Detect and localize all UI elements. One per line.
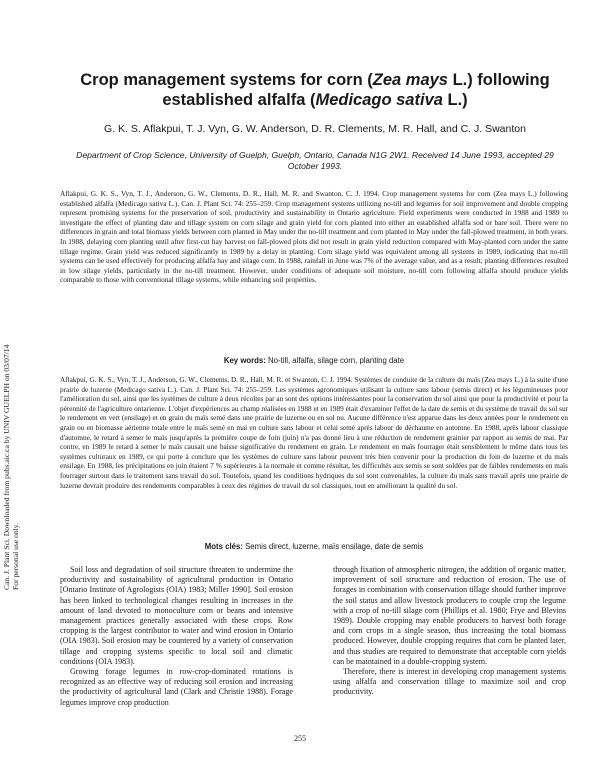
keywords-label: Key words: — [223, 356, 266, 365]
mots-cles-label: Mots clés: — [204, 542, 243, 551]
body-column-left — [60, 565, 293, 708]
mots-cles-text: Semis direct, luzerne, maïs ensilage, date de semis — [242, 542, 424, 551]
resume-body: Les systèmes agronomiques utilisant la culture sans labour (semis direct) et les légumineuses pour l'amélioration du sol, ainsi que les systèmes de culture à deux récoltes par an sont des options intéressantes pour la conservation du sol ainsi que pour la productivité et pour la pérennité de l'agriculture ontarienne. L'objet d'expériences au champ réalisées en 1988 et en 1989 était d'examiner l'effet de la date de semis et du système de travail du sol sur le rendement en vert (ensilage) et en grain du maïs semé dans une prairie de luzerne ou en sol nu. Aucune différence n'est apparue dans les deux années pour le rendement en grain ou en biomasse aérienne totale entre le maïs semé en mai en culture sans labour et celui semé après labour de déchaume en automne. En 1988, après labour classique d'automne, le retard à semer le maïs jusqu'après la première coupe de foin (juin) n'a pas donné lieu à une réduction de rendement grainier par rapport au semis de mai. Par contre, en 1989 le retard à semer le maïs causait une baisse significative du rendement en grain. Le rendement en maïs fourrager était sensiblement le même dans tous les systèmes culturaux en 1989, ce qui porte à conclure que les systèmes de culture sans labour peuvent très bien convenir pour la production du foin de luzerne et du maïs ensilage. En 1988, les précipitations en juin étaient 7 % supérieures à la normale et comme résultat, les difficultés aux semis se sont soldées par de faibles rendements en maïs fourrager surtout dans le traitement sans travail du sol. Toutefois, quand les conditions hydriques du sol sont convenables, la culture du maïs sans travail après une prairie de luzerne devrait produire des rendements comparables à ceux des régimes de travail du sol classiques, tout en améliorant la qualité du sol. — [60, 385, 569, 490]
body-paragraph: Growing forage legumes in row-crop-dominated rotations is recognized as an effective way of reducing soil erosion and increasing the productivity of agricultural land (Clark and Christie 1988). Forage legumes improve crop production — [60, 667, 293, 707]
page-number: 255 — [294, 734, 306, 743]
abstract — [60, 189, 568, 285]
body-column-right — [333, 565, 566, 698]
body-paragraph: Therefore, there is interest in developing crop management systems using alfalfa and conservation tillage to maximize soil and crop productivity. — [333, 667, 566, 697]
watermark-line-1: Can. J. Plant Sci. Downloaded from pubs.aic.ca by UNIV GUELPH on 03/07/14 — [2, 344, 11, 590]
body-paragraph: through fixation of atmospheric nitrogen, the addition of organic matter, improvement of soil structure and reduction of erosion. The use of forages in combination with conservation tillage should further improve the soil status and allow livestock producers to couple crop the legume with a crop of no-till silage corn (Phillips et al. 1980; Frye and Blevins 1989). Double cropping may enable producers to harvest both forage and corn crops in a single season, thus increasing the total biomass produced. However, double cropping requires that corn be planted later, and thus studies are required to demonstrate that acceptable corn yields can be maintained in a double-cropping system. — [333, 565, 566, 666]
keywords — [60, 356, 568, 365]
mots-cles — [60, 542, 568, 551]
author-list: G. K. S. Aflakpui, T. J. Vyn, G. W. Anderson, D. R. Clements, M. R. Hall, and C. J. Swanton — [104, 123, 526, 135]
resume-citation: Aflakpui, G. K. S., Vyn, T. J., Anderson, G. W., Clements, D. R., Hall, M. R. et Swanton, C. J. 1994. Systèmes de conduite de la culture du maïs (Zea mays L.) à la suite d'une prairie de luzerne (Medicago sativa L.). Can. J. Plant Sci. 74: 255–259. — [60, 376, 568, 394]
title-part-1: Crop management systems for corn ( — [80, 71, 373, 89]
keywords-text: No-till, alfalfa, silage corn, planting date — [265, 356, 405, 365]
article-title — [70, 70, 560, 110]
resume — [60, 376, 568, 491]
title-species-2: Medicago sativa — [315, 91, 443, 109]
affiliation: Department of Crop Science, University of Guelph, Guelph, Ontario, Canada N1G 2W1. Received 14 June 1993, accepted 29 October 1993. — [76, 150, 554, 171]
abstract-body: Crop management systems utilizing no-till and legumes for soil improvement and double cropping represent promising systems for the preservation of soil, productivity and sustainability in Ontario agriculture. Field experiments were conducted in 1988 and 1989 to investigate the effect of planting date and tillage system on corn silage and grain yield for corn planted into either an established alfalfa sod or bare soil. There were no differences in grain and total biomass yields between corn planted in May under the no-till treatment and corn planted in May under the fall-plowed treatment, in both years. In 1988, delaying corn planting until after first-cut hay harvest on fall-plowed plots did not result in grain yield reduction compared with May-planted corn under the same tillage regime. Grain yield was reduced significantly in 1989 by a delay in planting. Corn silage yield was equivalent among all systems in 1989, indicating that no-till systems can be used effectively for producing alfalfa hay and silage corn. In 1988, rainfall in June was 7% of the average value, and as a result, planting differences resulted in low silage yields, particularly in the no-till treatment. However, under conditions of adequate soil moisture, no-till corn following alfalfa should produce yields comparable to those with conventional tillage systems, while enhancing soil properties. — [60, 198, 569, 285]
download-watermark — [2, 250, 32, 590]
body-paragraph: Soil loss and degradation of soil structure threaten to undermine the productivity and sustainability of agricultural production in Ontario [Ontario Institute of Agrologists (OIA) 1983; Miller 1990]. Soil erosion has been linked to technological changes resulting in increases in the amount of land devoted to monoculture corn or beans and intensive management practices generally associated with these crops. Row cropping is the largest contributor to water and wind erosion in Ontario (OIA 1983). Soil erosion may be countered by a variety of conservation tillage and cropping systems specific to local soil and climatic conditions (OIA 1983). — [60, 565, 293, 666]
watermark-line-2: For personal use only. — [11, 523, 20, 590]
title-species-1: Zea mays — [372, 71, 448, 89]
title-part-2: L.) following established alfalfa ( — [162, 71, 550, 109]
title-part-3: L.) — [442, 91, 468, 109]
abstract-citation: Aflakpui, G. K. S., Vyn, T. J., Anderson, G. W., Clements, D. R., Hall, M. R. and Swanton, C. J. 1994. Crop management systems for corn (Zea mays L.) following established alfalfa (Medicago sativa L.). Can. J. Plant Sci. 74: 255–259. — [60, 189, 568, 208]
